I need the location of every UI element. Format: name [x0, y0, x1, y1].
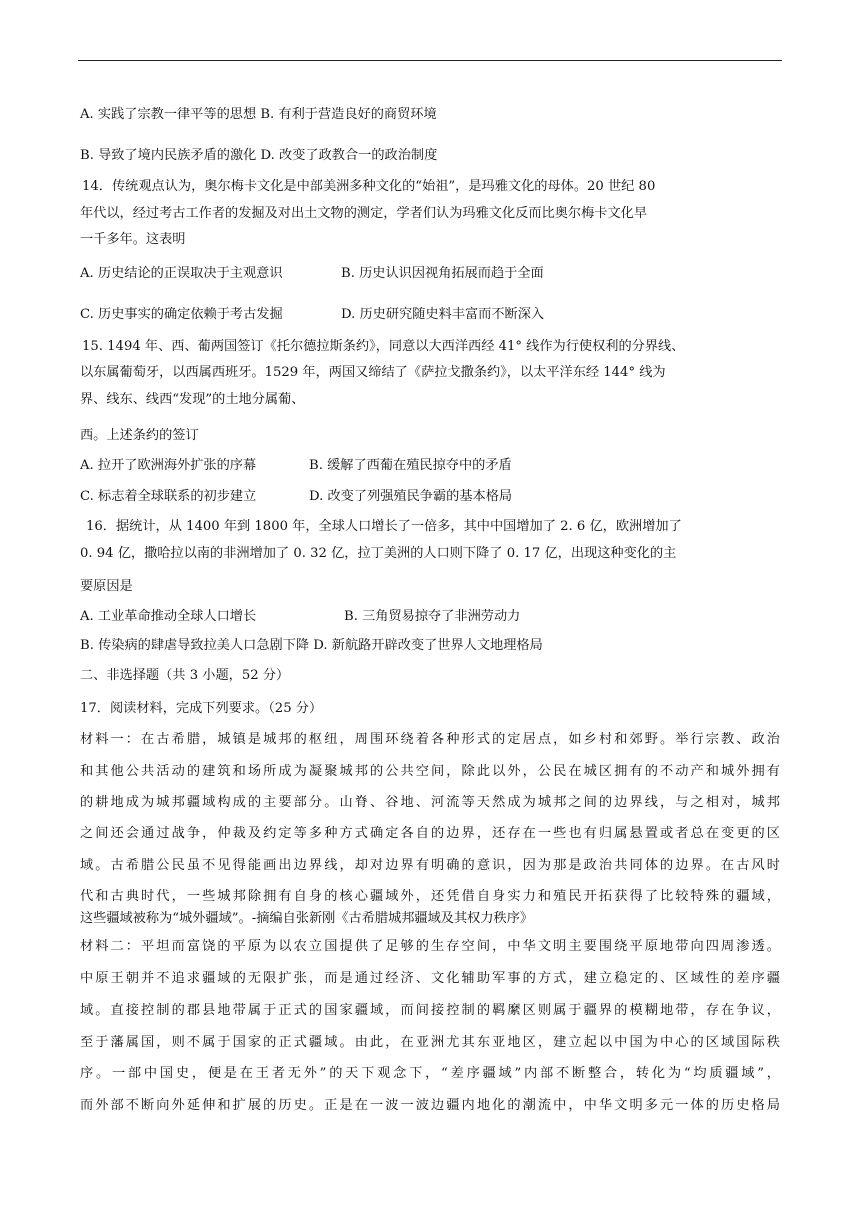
q15-stem-line-4: 西。上述条约的签订 [80, 428, 199, 443]
q17-material-1-line-6: 代和古典时代，一些城邦除拥有自身的核心疆域外，还凭借自身实力和殖民开拓获得了比较特殊的疆域， [80, 889, 780, 904]
q17-material-2-line-2: 中原王朝并不追求疆域的无限扩张，而是通过经济、文化辅助军事的方式，建立稳定的、区域性的差序疆 [80, 971, 780, 986]
q15-stem-line-3: 界、线东、线西“发现”的土地分属葡、 [80, 392, 305, 407]
q14-stem-line-1: 14．传统观点认为，奥尔梅卡文化是中部美洲多种文化的“始祖”，是玛雅文化的母体。20 世纪 80 [82, 179, 656, 194]
q14-option-c: C. 历史事实的确定依赖于考古发掘 [80, 307, 283, 322]
q17-material-2-line-1: 材料二：平坦而富饶的平原为以农立国提供了足够的生存空间，中华文明主要围绕平原地带向四周渗透。 [80, 939, 780, 954]
q16-option-b-d: B. 传染病的肆虐导致拉美人口急剧下降 D. 新航路开辟改变了世界人文地理格局 [80, 638, 543, 653]
q14-option-d: D. 历史研究随史料丰富而不断深入 [341, 307, 545, 322]
q17-material-1-line-2: 和其他公共活动的建筑和场所成为凝聚城邦的公共空间，除此以外，公民在城区拥有的不动产和城外拥有 [80, 764, 780, 779]
q17-title: 17．阅读材料，完成下列要求。（25 分） [80, 701, 323, 716]
q16-stem-line-3: 要原因是 [80, 579, 133, 594]
q17-material-1-line-5: 域。古希腊公民虽不见得能画出边界线，却对边界有明确的意识，因为那是政治共同体的边界。在古风时 [80, 858, 780, 873]
section-2-heading: 二、非选择题（共 3 小题，52 分） [80, 668, 290, 683]
q14-option-b: B. 历史认识因视角拓展而趋于全面 [341, 266, 544, 281]
q15-option-b: B. 缓解了西葡在殖民掠夺中的矛盾 [309, 458, 512, 473]
q16-option-b: B. 三角贸易掠夺了非洲劳动力 [344, 609, 521, 624]
q16-stem-line-2: 0. 94 亿，撒哈拉以南的非洲增加了 0. 32 亿，拉丁美洲的人口则下降了 0. 17 亿，出现这种变化的主 [80, 546, 677, 561]
q17-material-2-line-3: 域。直接控制的郡县地带属于正式的国家疆域，而间接控制的羁縻区则属于疆界的模糊地带，存在争议， [80, 1003, 780, 1018]
q14-option-a: A. 历史结论的正误取决于主观意识 [80, 266, 283, 281]
q13-option-a-b: A. 实践了宗教一律平等的思想 B. 有利于营造良好的商贸环境 [80, 107, 437, 122]
q17-material-2-line-4: 至于藩属国，则不属于国家的正式疆域。由此，在亚洲尤其东亚地区，建立起以中国为中心的区域国际秩 [80, 1035, 780, 1050]
q17-material-1-line-3: 的耕地成为城邦疆域构成的主要部分。山脊、谷地、河流等天然成为城邦之间的边界线，与之相对，城邦 [80, 795, 780, 810]
q14-stem-line-2: 年代以，经过考古工作者的发掘及对出土文物的测定，学者们认为玛雅文化反而比奥尔梅卡文化早 [80, 206, 648, 221]
q15-option-d: D. 改变了列强殖民争霸的基本格局 [309, 489, 513, 504]
q14-stem-line-3: 一千多年。这表明 [80, 232, 186, 247]
q15-stem-line-1: 15. 1494 年、西、葡两国签订《托尔德拉斯条约》，同意以大西洋西经 41° 线作为行使权利的分界线、 [82, 339, 685, 354]
q17-material-1-line-1: 材料一：在古希腊，城镇是城邦的枢纽，周围环绕着各种形式的定居点，如乡村和郊野。举行宗教、政治 [80, 732, 780, 747]
q17-material-1-source: 这些疆域被称为“城外疆域”。-摘编自张新刚《古希腊城邦疆域及其权力秩序》 [80, 911, 534, 926]
header-rule [78, 60, 782, 61]
q15-option-c: C. 标志着全球联系的初步建立 [80, 489, 257, 504]
q16-stem-line-1: 16．据统计，从 1400 年到 1800 年，全球人口增长了一倍多，其中中国增加了 2. 6 亿，欧洲增加了 [86, 519, 682, 534]
q17-material-1-line-4: 之间还会通过战争，仲裁及约定等多种方式确定各自的边界，还存在一些也有归属悬置或者总在变更的区 [80, 826, 780, 841]
q15-stem-line-2: 以东属葡萄牙，以西属西班牙。1529 年，两国又缔结了《萨拉戈撒条约》，以太平洋东经 144° 线为 [80, 365, 666, 380]
q17-material-2-line-5: 序。一部中国史，便是在王者无外”的天下观念下，“差序疆域”内部不断整合，转化为“均质疆域”， [80, 1066, 780, 1081]
q13-option-b-d: B. 导致了境内民族矛盾的激化 D. 改变了政教合一的政治制度 [80, 148, 438, 163]
q16-option-a: A. 工业革命推动全球人口增长 [80, 609, 257, 624]
q17-material-2-line-6: 而外部不断向外延伸和扩展的历史。正是在一波一波边疆内地化的潮流中，中华文明多元一体的历史格局 [80, 1098, 780, 1113]
q15-option-a: A. 拉开了欧洲海外扩张的序幕 [80, 458, 257, 473]
